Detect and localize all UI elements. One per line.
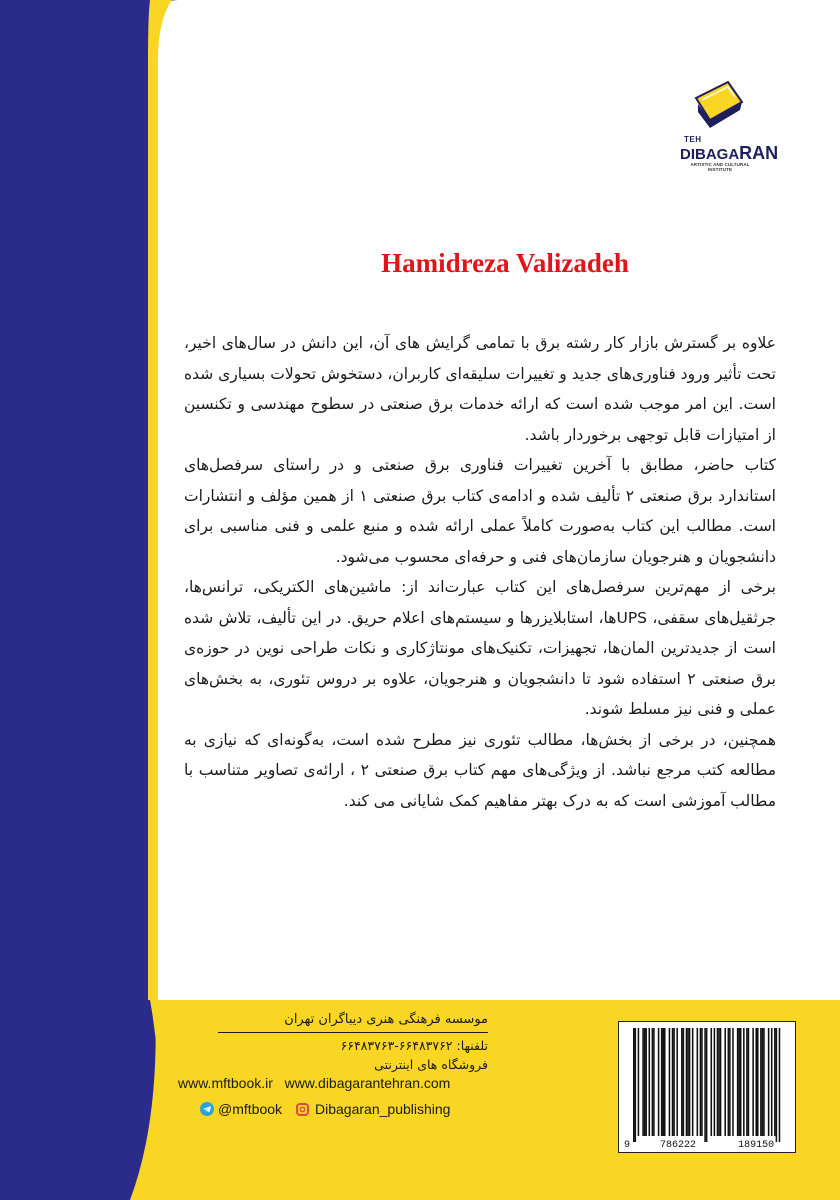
telegram-handle: @mftbook xyxy=(218,1101,283,1117)
barcode-bar xyxy=(720,1028,722,1136)
barcode-bar xyxy=(752,1028,754,1136)
publisher-phone: تلفنها: ۶۶۴۸۳۷۶۲-۶۶۴۸۳۷۶۳ xyxy=(340,1038,488,1053)
barcode-bar xyxy=(771,1028,773,1136)
instagram-handle: Dibagaran_publishing xyxy=(315,1101,451,1117)
logo-dibaga-text: DIBAGA xyxy=(680,146,740,163)
barcode-digits xyxy=(624,1140,794,1151)
barcode-bar xyxy=(714,1028,716,1136)
logo-wordmark xyxy=(680,135,779,172)
barcode-bar xyxy=(652,1028,654,1136)
barcode-bar xyxy=(740,1028,742,1136)
barcode-bar xyxy=(737,1028,739,1136)
barcode-bar xyxy=(738,1028,740,1136)
publisher-divider xyxy=(218,1032,488,1033)
logo-main-text xyxy=(680,143,779,163)
barcode-bar xyxy=(762,1028,764,1136)
logo-ran-text: RAN xyxy=(739,143,779,163)
barcode-bar xyxy=(768,1028,770,1136)
barcode-bar xyxy=(681,1028,683,1136)
barcode-bar xyxy=(748,1028,750,1136)
barcode-bar xyxy=(676,1028,678,1136)
barcode-bar xyxy=(662,1028,664,1136)
barcode-bar xyxy=(711,1028,713,1136)
description-paragraph: علاوه بر گسترش بازار کار رشته برق با تمامی گرایش های آن، این دانش در سال‌های اخیر، تحت تأثیر ورود فناوری‌های جدید و تغییرات سلیقه‌ای کاربران، دستخوش تحولات بسیاری شده است. این امر موجب شده است که ارائه خدمات برق صنعتی در سطوح مهندسی و تکنسین از امتیازات قابل توجهی برخوردار باشد. xyxy=(184,334,776,444)
description-paragraph: کتاب حاضر، مطابق با آخرین تغییرات فناوری برق صنعتی و در راستای سرفصل‌های استاندارد برق صنعتی ۲ تألیف شده و ادامه‌ی کتاب برق صنعتی ۱ از همین مؤلف و انتشارات است. مطالب این کتاب به‌صورت کاملاً عملی ارائه شده و منبع علمی و فنی مناسبی برای دانشجویان و هنرجویان سازمان‌های فنی و حرفه‌ای محسوب می‌شود. xyxy=(184,456,776,566)
telegram-icon xyxy=(200,1102,214,1116)
barcode-bar xyxy=(653,1028,655,1136)
publisher-websites: www.mftbook.ir www.dibagarantehran.com xyxy=(178,1075,451,1091)
description-paragraph: همچنین، در برخی از بخش‌ها، مطالب تئوری نیز مطرح شده است، به‌گونه‌ای که نیازی به مطالعه کتب مرجع نباشد. از ویژگی‌های مهم کتاب برق صنعتی ۲ ، ارائه‌ی تصاویر متناسب با مطالب آموزشی است که به درک بهتر مفاهیم کمک شایانی می کند. xyxy=(184,730,776,810)
publisher-name: موسسه فرهنگی هنری دیباگران تهران xyxy=(284,1012,488,1027)
barcode-group-2: 189150 xyxy=(738,1140,775,1151)
book-logo-icon xyxy=(688,72,748,132)
book-description xyxy=(184,328,776,816)
logo-teh-text: TEH xyxy=(684,135,702,144)
barcode-bar xyxy=(724,1028,726,1136)
barcode-bar xyxy=(664,1028,666,1136)
barcode-bar xyxy=(658,1028,660,1136)
barcode-bar xyxy=(633,1028,635,1142)
barcode-bar xyxy=(683,1028,685,1136)
barcode-bar xyxy=(689,1028,691,1136)
barcode-bar xyxy=(728,1028,730,1136)
barcode-bar xyxy=(776,1028,778,1142)
publisher-logo xyxy=(680,72,779,172)
barcode-bar xyxy=(672,1028,674,1136)
social-handles xyxy=(200,1101,450,1117)
barcode-bar xyxy=(732,1028,734,1136)
barcode-bar xyxy=(635,1028,637,1142)
barcode-bar xyxy=(774,1028,776,1136)
barcode-bar xyxy=(661,1028,663,1136)
barcode-bar xyxy=(779,1028,781,1142)
barcode-bar xyxy=(669,1028,671,1136)
isbn-barcode xyxy=(618,1021,796,1153)
barcode-bar xyxy=(718,1028,720,1136)
barcode-bar xyxy=(743,1028,745,1136)
barcode-bar xyxy=(717,1028,719,1136)
barcode-bar xyxy=(763,1028,765,1136)
barcode-bar xyxy=(704,1028,706,1142)
author-name: Hamidreza Valizadeh xyxy=(381,248,629,278)
barcode-group-1: 786222 xyxy=(660,1140,697,1151)
logo-subtitle: ARTISTIC AND CULTURAL INSTITUTE xyxy=(690,162,750,172)
barcode-graphic xyxy=(619,1022,795,1152)
barcode-bar xyxy=(746,1028,748,1136)
online-stores-label: فروشگاه های اینترنتی xyxy=(374,1057,488,1072)
barcode-bar xyxy=(642,1028,644,1136)
barcode-bar xyxy=(755,1028,757,1136)
barcode-lead-digit: 9 xyxy=(624,1140,631,1151)
barcode-bar xyxy=(686,1028,688,1136)
publisher-info xyxy=(178,1010,488,1074)
barcode-bar xyxy=(644,1028,646,1136)
description-paragraph: برخی از مهم‌ترین سرفصل‌های این کتاب عبارت‌اند از: ماشین‌های الکتریکی، ترانس‌ها، جرثقیل‌های سقفی، UPS‌ها، استابلایزرها و سیستم‌های اعلام حریق. در این تألیف، تلاش شده است از جدیدترین المان‌ها، تجهیزات، تکنیک‌های مونتاژکاری و نکات طراحی نوین در حوزه‌ی برق صنعتی ۲ استفاده شود تا دانشجویان و هنرجویان، علاوه بر دروس تئوری، به بخش‌های عملی و فنی نیز مسلط شوند. xyxy=(184,578,776,718)
barcode-bar xyxy=(687,1028,689,1136)
barcode-bar xyxy=(649,1028,651,1136)
barcode-bar xyxy=(645,1028,647,1136)
barcode-bar xyxy=(697,1028,699,1136)
barcode-bar xyxy=(760,1028,762,1136)
barcode-bar xyxy=(757,1028,759,1136)
barcode-bar xyxy=(638,1028,640,1136)
barcode-bar xyxy=(706,1028,708,1142)
instagram-icon xyxy=(296,1103,309,1116)
barcode-bar xyxy=(701,1028,703,1136)
barcode-bar xyxy=(729,1028,731,1136)
barcode-bar xyxy=(700,1028,702,1136)
barcode-bar xyxy=(673,1028,675,1136)
barcode-bar xyxy=(692,1028,694,1136)
